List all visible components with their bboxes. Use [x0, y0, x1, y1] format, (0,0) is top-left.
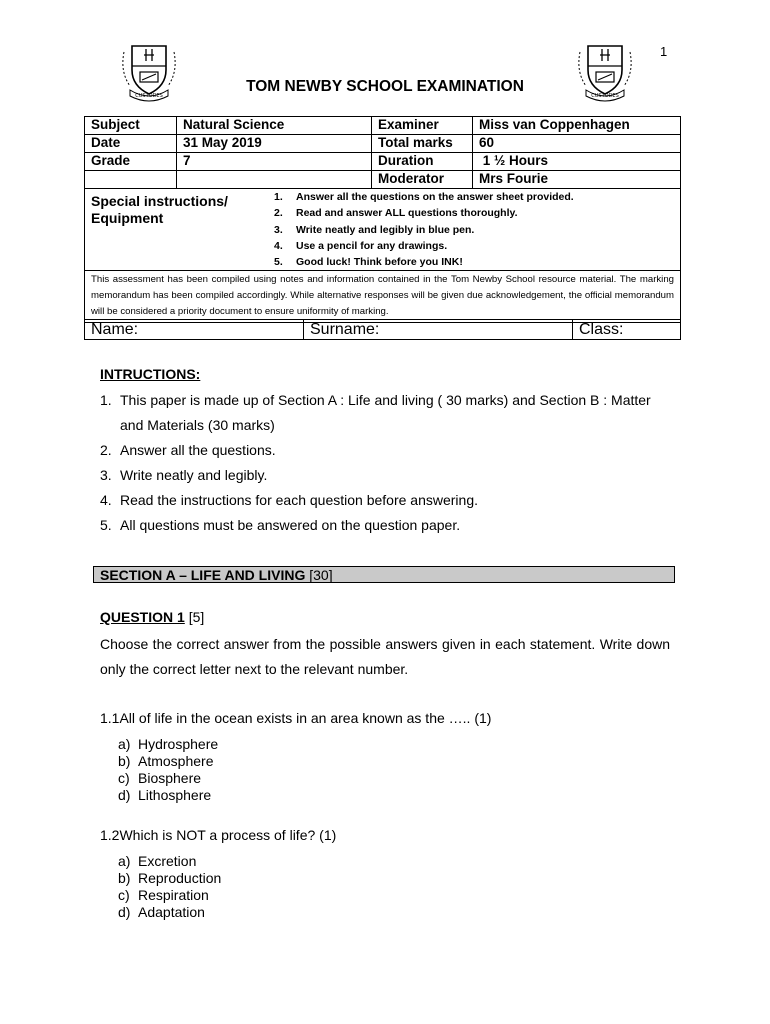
special-instruction-text: Write neatly and legibly in blue pen. [296, 223, 475, 236]
special-instruction-number: 1. [274, 191, 283, 203]
question-1-instructions: Choose the correct answer from the possible answers given in each statement. Write down only the correct letter next to the relevant number. [100, 636, 670, 677]
instruction-text [120, 388, 651, 438]
answer-option [118, 753, 218, 770]
option-text: Excretion [138, 853, 197, 869]
instruction-number: 3. [100, 467, 112, 483]
date-value: 31 May 2019 [177, 135, 372, 153]
date-label: Date [85, 135, 177, 153]
option-text: Lithosphere [138, 787, 212, 803]
question-1-marks: [5] [188, 609, 205, 625]
special-instruction-text: Read and answer ALL questions thoroughly. [296, 207, 518, 220]
question-1-1-stem: 1.1All of life in the ocean exists in an area known as the ….. (1) [100, 710, 492, 726]
answer-option [118, 787, 218, 804]
special-instruction-item [274, 205, 574, 221]
question-1-2-options [118, 853, 221, 921]
option-text: Respiration [138, 887, 209, 903]
instruction-item [100, 463, 680, 488]
option-letter: a) [118, 736, 131, 752]
question-1-title: QUESTION 1 [100, 609, 185, 625]
grade-value: 7 [177, 153, 372, 171]
class-field[interactable]: Class: [573, 320, 681, 340]
total-marks-label: Total marks [372, 135, 473, 153]
section-a-title: SECTION A – LIFE AND LIVING [100, 567, 306, 583]
moderator-label: Moderator [372, 171, 473, 189]
special-label-line-2: Equipment [91, 210, 164, 226]
instruction-line: Answer all the questions. [120, 442, 276, 458]
examiner-label: Examiner [372, 117, 473, 135]
answer-option [118, 853, 221, 870]
special-instruction-item [274, 238, 574, 254]
instructions-heading: INTRUCTIONS: [100, 366, 201, 382]
option-letter: a) [118, 853, 131, 869]
special-instruction-number: 3. [274, 223, 283, 236]
grade-label: Grade [85, 153, 177, 171]
special-instruction-number: 2. [274, 207, 283, 220]
question-1-heading [100, 609, 204, 625]
question-1-1-options [118, 736, 218, 804]
answer-option [118, 887, 221, 904]
instruction-text [120, 488, 478, 513]
instruction-line-continued: and Materials (30 marks) [120, 417, 275, 433]
special-instructions-list [262, 189, 574, 270]
total-marks-value: 60 [473, 135, 681, 153]
instruction-number: 5. [100, 517, 112, 533]
surname-field[interactable]: Surname: [304, 320, 573, 340]
special-instruction-number: 5. [274, 256, 283, 269]
special-instructions-label [85, 189, 262, 270]
section-a-marks: [30] [309, 567, 333, 583]
duration-label: Duration [372, 153, 473, 171]
option-text: Adaptation [138, 904, 205, 920]
instruction-text [120, 513, 460, 538]
special-instruction-item [274, 254, 574, 270]
instruction-item [100, 488, 680, 513]
instruction-line: Write neatly and legibly. [120, 467, 268, 483]
special-instruction-text: Good luck! Think before you INK! [296, 256, 463, 269]
special-instruction-item [274, 189, 574, 205]
name-field[interactable]: Name: [85, 320, 304, 340]
question-1-2-stem: 1.2Which is NOT a process of life? (1) [100, 827, 337, 843]
answer-option [118, 736, 218, 753]
page-number: 1 [660, 44, 668, 59]
option-text: Hydrosphere [138, 736, 219, 752]
option-text: Atmosphere [138, 753, 214, 769]
instruction-item [100, 438, 680, 463]
section-a-heading [93, 566, 675, 583]
assessment-disclaimer: This assessment has been compiled using notes and information contained in the Tom Newby School resource material. The marking memorandum has been compiled accordingly. While alternative responses will be given due acknowledgement, the official memorandum will be considered a priority document to ensure uniformity of marking. [85, 271, 681, 323]
option-letter: b) [118, 753, 131, 769]
option-letter: c) [118, 887, 130, 903]
answer-option [118, 904, 221, 921]
examiner-value: Miss van Coppenhagen [473, 117, 681, 135]
option-text: Reproduction [138, 870, 222, 886]
answer-option [118, 870, 221, 887]
instruction-line: All questions must be answered on the question paper. [120, 517, 461, 533]
option-letter: d) [118, 904, 131, 920]
special-instruction-text: Answer all the questions on the answer sheet provided. [296, 191, 574, 203]
crest-motto-right: CUSTODES [591, 93, 619, 99]
instruction-number: 4. [100, 492, 112, 508]
option-letter: b) [118, 870, 131, 886]
moderator-value: Mrs Fourie [473, 171, 681, 189]
option-letter: d) [118, 787, 131, 803]
instructions-list [100, 388, 680, 538]
special-instruction-item [274, 222, 574, 238]
special-label-line-1: Special instructions/ [91, 193, 228, 209]
exam-info-table [84, 116, 681, 323]
instruction-item [100, 513, 680, 538]
instruction-number: 1. [100, 392, 112, 408]
instruction-text [120, 438, 276, 463]
subject-label: Subject [85, 117, 177, 135]
option-text: Biosphere [138, 770, 202, 786]
instruction-line: This paper is made up of Section A : Life and living ( 30 marks) and Section B : Matter [120, 392, 651, 408]
exam-title: TOM NEWBY SCHOOL EXAMINATION [246, 78, 524, 95]
option-letter: c) [118, 770, 130, 786]
instruction-item [100, 388, 680, 438]
subject-value: Natural Science [177, 117, 372, 135]
crest-motto-left: CUSTODES [135, 93, 163, 99]
duration-value: 1 ½ Hours [473, 153, 681, 171]
student-details-row [84, 319, 681, 340]
special-instruction-text: Use a pencil for any drawings. [296, 239, 448, 252]
instruction-line: Read the instructions for each question before answering. [120, 492, 478, 508]
answer-option [118, 770, 218, 787]
instruction-number: 2. [100, 442, 112, 458]
special-instruction-number: 4. [274, 239, 283, 252]
instruction-text [120, 463, 267, 488]
